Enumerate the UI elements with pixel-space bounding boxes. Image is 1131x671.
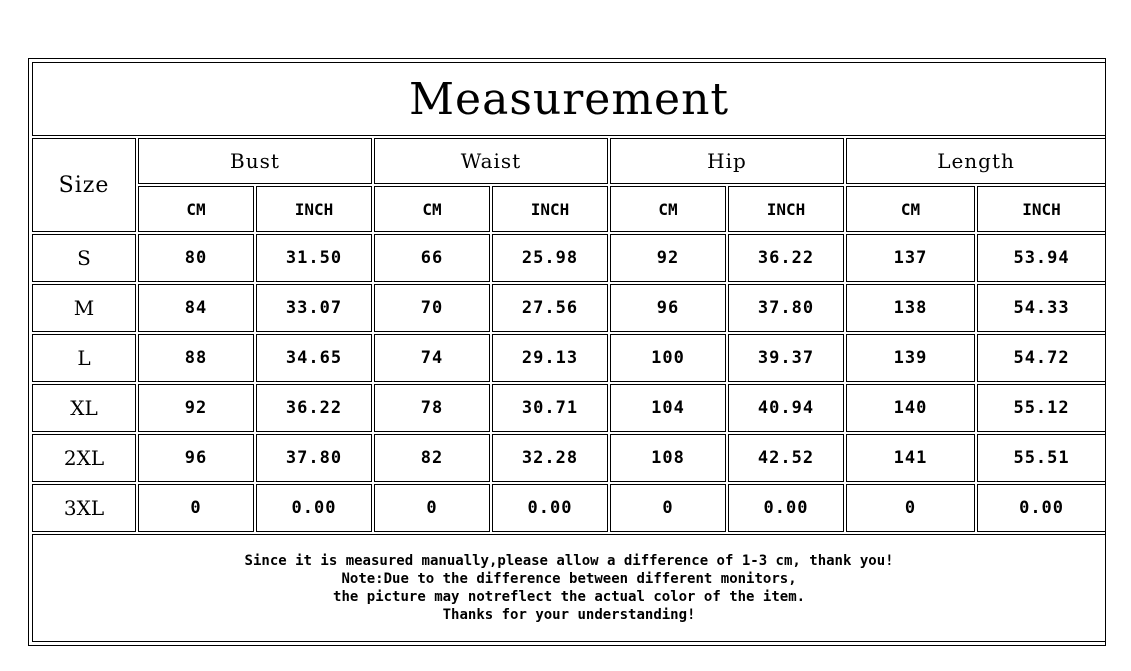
table-cell: 66 <box>374 234 490 282</box>
size-label: 2XL <box>32 434 136 482</box>
note-line: Note:Due to the difference between different monitors, <box>341 571 797 587</box>
size-label: S <box>32 234 136 282</box>
table-cell: 137 <box>846 234 975 282</box>
table-cell: 141 <box>846 434 975 482</box>
table-cell: 96 <box>610 284 726 332</box>
unit-header: INCH <box>977 186 1106 232</box>
table-cell: 88 <box>138 334 254 382</box>
table-cell: 55.12 <box>977 384 1106 432</box>
size-label: XL <box>32 384 136 432</box>
measurement-table <box>30 60 1108 644</box>
table-row <box>32 284 1106 332</box>
table-cell: 108 <box>610 434 726 482</box>
table-cell: 54.33 <box>977 284 1106 332</box>
table-cell: 33.07 <box>256 284 372 332</box>
table-cell: 78 <box>374 384 490 432</box>
unit-header: CM <box>138 186 254 232</box>
table-cell: 36.22 <box>256 384 372 432</box>
unit-header: INCH <box>492 186 608 232</box>
unit-header: INCH <box>728 186 844 232</box>
unit-header: CM <box>846 186 975 232</box>
table-cell: 80 <box>138 234 254 282</box>
group-header-bust: Bust <box>138 138 372 184</box>
table-cell: 40.94 <box>728 384 844 432</box>
table-cell: 100 <box>610 334 726 382</box>
table-cell: 36.22 <box>728 234 844 282</box>
table-cell: 84 <box>138 284 254 332</box>
unit-header: INCH <box>256 186 372 232</box>
table-cell: 31.50 <box>256 234 372 282</box>
table-cell: 34.65 <box>256 334 372 382</box>
table-cell: 27.56 <box>492 284 608 332</box>
size-column-header: Size <box>32 138 136 232</box>
unit-header: CM <box>374 186 490 232</box>
note-line: Thanks for your understanding! <box>442 607 696 623</box>
table-cell: 39.37 <box>728 334 844 382</box>
group-header-length: Length <box>846 138 1106 184</box>
table-cell: 25.98 <box>492 234 608 282</box>
table-cell: 92 <box>610 234 726 282</box>
table-row <box>32 384 1106 432</box>
table-cell: 74 <box>374 334 490 382</box>
size-label: 3XL <box>32 484 136 532</box>
table-cell: 82 <box>374 434 490 482</box>
table-row <box>32 434 1106 482</box>
table-cell: 30.71 <box>492 384 608 432</box>
table-row <box>32 484 1106 532</box>
table-cell: 139 <box>846 334 975 382</box>
table-cell: 70 <box>374 284 490 332</box>
table-cell: 54.72 <box>977 334 1106 382</box>
table-title: Measurement <box>32 62 1106 136</box>
table-cell: 104 <box>610 384 726 432</box>
table-cell: 0 <box>374 484 490 532</box>
table-cell: 29.13 <box>492 334 608 382</box>
size-label: M <box>32 284 136 332</box>
table-cell: 0 <box>138 484 254 532</box>
notes-box <box>32 534 1106 642</box>
table-cell: 42.52 <box>728 434 844 482</box>
group-header-hip: Hip <box>610 138 844 184</box>
size-label: L <box>32 334 136 382</box>
table-cell: 32.28 <box>492 434 608 482</box>
note-line: the picture may notreflect the actual color of the item. <box>333 589 806 605</box>
table-cell: 140 <box>846 384 975 432</box>
table-cell: 0.00 <box>492 484 608 532</box>
table-cell: 37.80 <box>256 434 372 482</box>
table-cell: 0.00 <box>256 484 372 532</box>
table-row <box>32 234 1106 282</box>
table-row <box>32 334 1106 382</box>
table-cell: 53.94 <box>977 234 1106 282</box>
table-cell: 0.00 <box>728 484 844 532</box>
table-cell: 37.80 <box>728 284 844 332</box>
table-cell: 55.51 <box>977 434 1106 482</box>
table-cell: 92 <box>138 384 254 432</box>
table-cell: 138 <box>846 284 975 332</box>
note-line: Since it is measured manually,please allow a difference of 1-3 cm, thank you! <box>244 553 894 569</box>
table-cell: 0 <box>610 484 726 532</box>
table-cell: 96 <box>138 434 254 482</box>
table-cell: 0.00 <box>977 484 1106 532</box>
group-header-waist: Waist <box>374 138 608 184</box>
table-cell: 0 <box>846 484 975 532</box>
unit-header: CM <box>610 186 726 232</box>
